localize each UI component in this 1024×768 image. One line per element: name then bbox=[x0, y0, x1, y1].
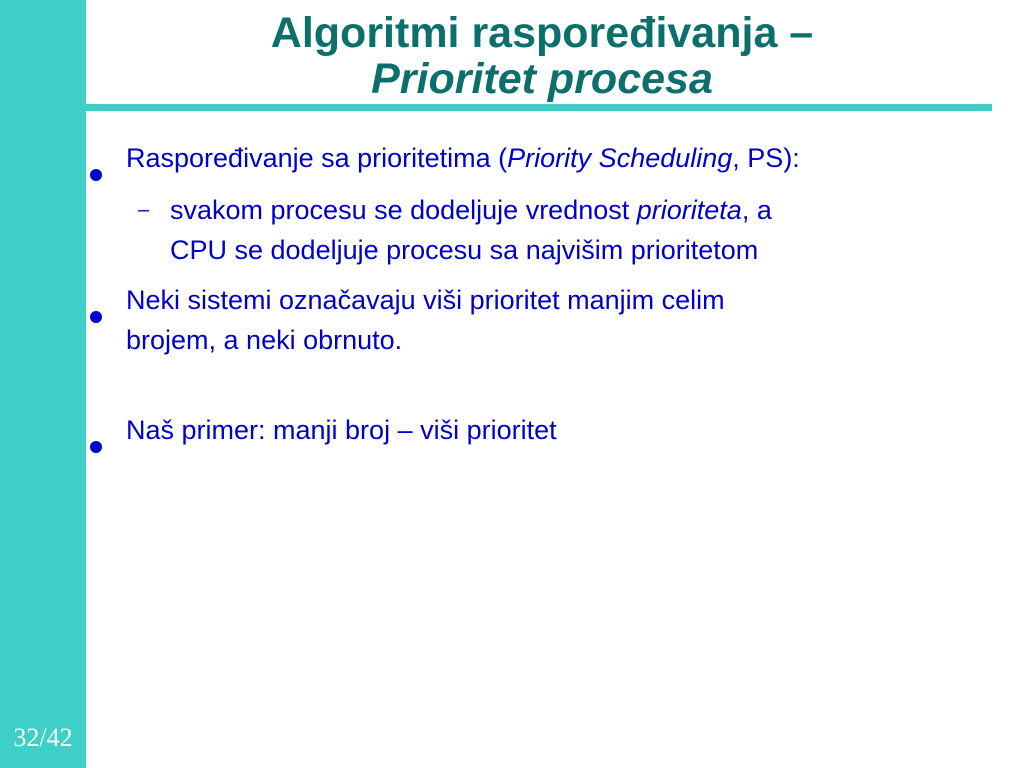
title-line-1: Algoritmi raspoređivanja – bbox=[270, 9, 814, 57]
bullet-text-1: Raspoređivanje sa prioritetima (Priority Scheduling, PS): bbox=[126, 143, 800, 173]
page-number: 32/42 bbox=[13, 723, 73, 752]
title-line-2: Prioritet procesa bbox=[371, 55, 713, 103]
slide-sidebar bbox=[0, 0, 86, 768]
bullet-dot-icon bbox=[90, 410, 102, 450]
title-divider bbox=[86, 104, 992, 111]
bullet-text-2: Neki sistemi označavaju viši prioritet manjim celim brojem, a neki obrnuto. bbox=[126, 285, 725, 355]
sub-text-1: svakom procesu se dodeljuje vrednost prioriteta, a CPU se dodeljuje procesu sa najvišim prioritetom bbox=[170, 195, 772, 265]
slide-title bbox=[86, 10, 998, 102]
bullet-dot-icon bbox=[90, 280, 102, 320]
bullet-text-3: Naš primer: manji broj – viši prioritet bbox=[126, 415, 557, 445]
bullet-dot-icon bbox=[90, 138, 102, 178]
dash-marker: – bbox=[138, 199, 150, 221]
